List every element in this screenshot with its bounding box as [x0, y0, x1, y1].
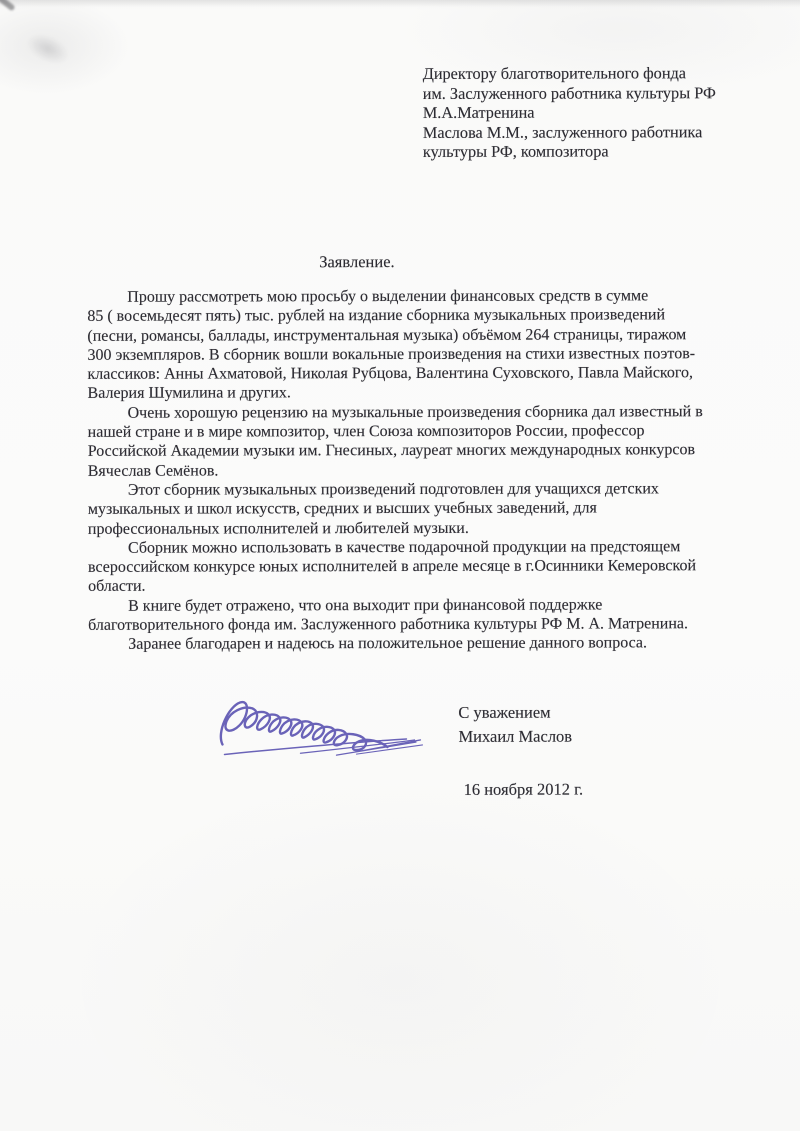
recipient-address-block: Директору благотворительного фонда им. Заслуженного работника культуры РФ М.А.Матренина Маслова М.М., заслуженного работника культуры РФ, композитора	[422, 63, 716, 161]
paragraph-funding-request: Прошу рассмотреть мою просьбу о выделении финансовых средств в сумме 85 ( восемьдесят пять) тыс. рублей на издание сборника музыкальных произведений (песни, романсы, баллады, инструментальная музыка) объёмом 264 страницы, тиражом 300 экземпляров. В сборник вошли вокальные произведения на стихи известных поэтов- классиков: Анны Ахматовой, Николая Рубцова, Валентина Суховского, Павла Майского, Валерия Шумилина и других.	[87, 287, 696, 403]
paragraph-acknowledgement: В книге будет отражено, что она выходит при финансовой поддержке благотворительного фонда им. Заслуженного работника культуры РФ М. А. Матренина.	[88, 596, 689, 634]
paragraph-review: Очень хорошую рецензию на музыкальные произведения сборника дал известный в нашей стране и в мире композитор, член Союза композиторов России, профессор Российской Академии музыки им. Гнесиных, лауреат многих международных конкурсов Вячеслав Семёнов.	[87, 402, 703, 480]
paragraph-thanks: Заранее благодарен и надеюсь на положительное решение данного вопроса.	[128, 634, 648, 654]
letter-body	[87, 286, 756, 654]
closing-block	[458, 701, 572, 749]
closing-salutation: С уважением	[458, 702, 551, 722]
date-line: 16 ноября 2012 г.	[463, 779, 584, 799]
letter-title: Заявление.	[319, 252, 395, 272]
signer-name: Михаил Маслов	[458, 726, 573, 746]
paragraph-gift-use: Сборник можно использовать в качестве подарочной продукции на предстоящем всероссийском конкурсе юных исполнителей в апреле месяце в г.Осинники Кемеровской области.	[87, 538, 697, 596]
signature	[208, 688, 460, 773]
paragraph-audience: Этот сборник музыкальных произведений подготовлен для учащихся детских музыкальных и школ искусств, средних и высших учебных заведений, для профессиональных исполнителей и любителей музыки.	[87, 480, 659, 538]
